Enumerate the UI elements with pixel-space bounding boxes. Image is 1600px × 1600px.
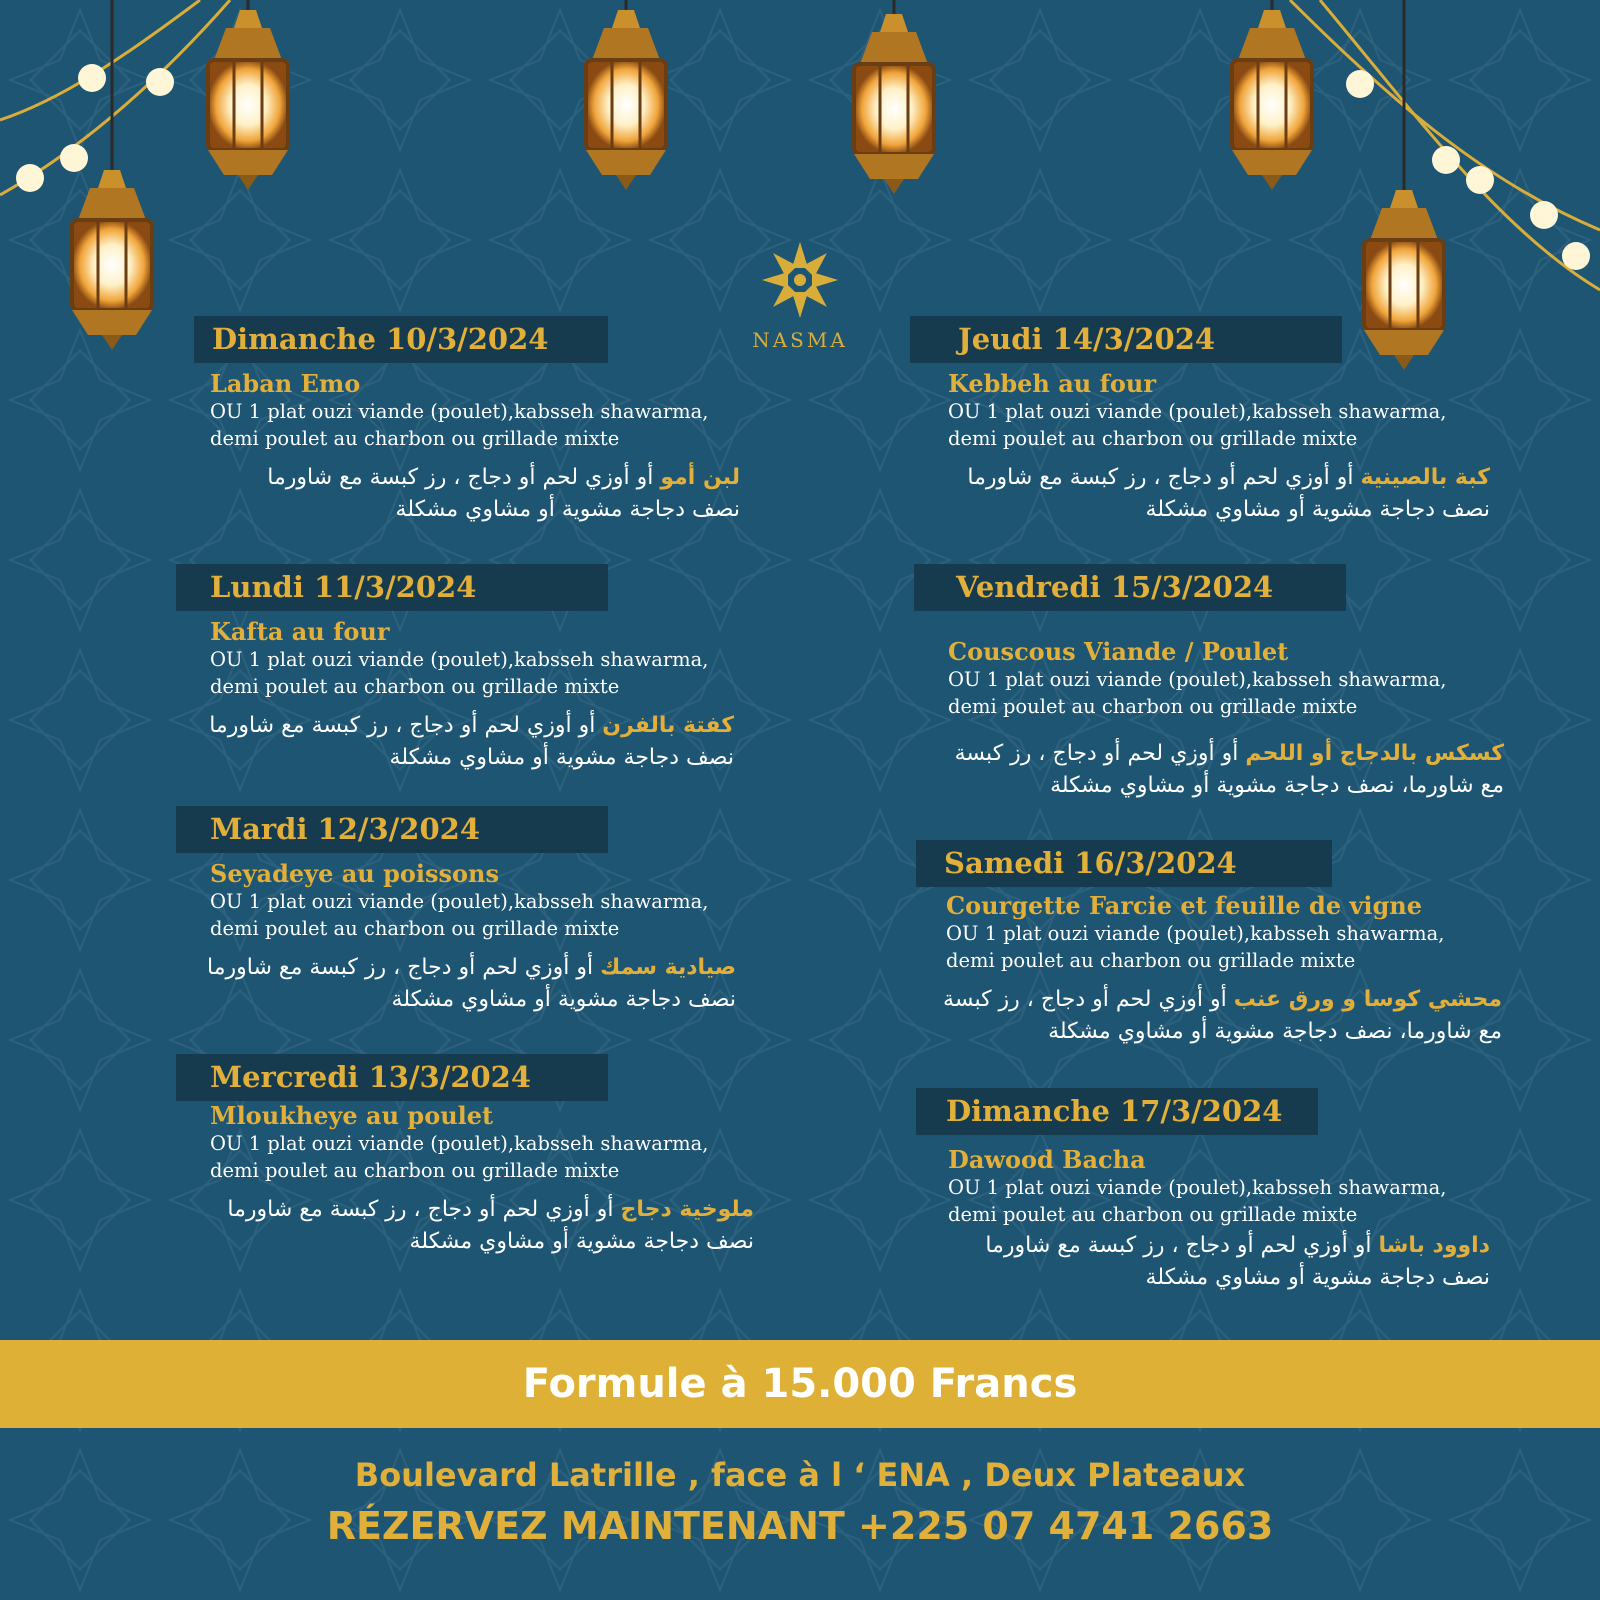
- arabic-line: [210, 710, 734, 742]
- day-block: [916, 840, 1516, 1048]
- price-banner: Formule à 15.000 Francs: [0, 1340, 1600, 1428]
- arabic-line: [200, 952, 736, 984]
- dish-arabic: [948, 462, 1490, 526]
- arabic-dish-name: كفتة بالفرن: [602, 713, 734, 738]
- arabic-dish-name: كسكس بالدجاج أو اللحم: [1245, 741, 1504, 766]
- dish-name-fr: Kafta au four: [210, 617, 390, 646]
- arabic-line: [210, 1194, 754, 1226]
- dish-arabic: [948, 1230, 1490, 1294]
- arabic-text: أو أوزي لحم أو دجاج ، رز كبسة مع شاورما: [209, 713, 603, 738]
- day-block: [916, 1088, 1516, 1294]
- dish-arabic: [210, 462, 740, 526]
- arabic-line: [948, 1230, 1490, 1262]
- dish-description-line: demi poulet au charbon ou grillade mixte: [210, 917, 620, 940]
- arabic-line: [210, 462, 740, 494]
- dish-description-line: OU 1 plat ouzi viande (poulet),kabsseh shawarma,: [210, 1132, 709, 1155]
- arabic-line: نصف دجاجة مشوية أو مشاوي مشكلة: [1145, 497, 1490, 522]
- dish-description-line: demi poulet au charbon ou grillade mixte: [948, 695, 1358, 718]
- arabic-text: أو أوزي لحم أو دجاج ، رز كبسة مع شاورما: [967, 465, 1361, 490]
- dish-arabic: [200, 952, 736, 1016]
- dish-description-line: OU 1 plat ouzi viande (poulet),kabsseh shawarma,: [946, 922, 1445, 945]
- arabic-line: مع شاورما، نصف دجاجة مشوية أو مشاوي مشكلة: [1048, 1019, 1502, 1044]
- arabic-line: [948, 738, 1504, 770]
- day-header: Mardi 12/3/2024: [176, 806, 608, 853]
- arabic-line: [943, 984, 1502, 1016]
- dish-description-line: demi poulet au charbon ou grillade mixte: [948, 1203, 1358, 1226]
- arabic-text: أو أوزي لحم أو دجاج ، رز كبسة مع شاورما: [207, 955, 601, 980]
- arabic-text: أو أوزي لحم أو دجاج ، رز كبسة مع شاورما: [985, 1233, 1379, 1258]
- day-header: Lundi 11/3/2024: [176, 564, 608, 611]
- dish-description-line: demi poulet au charbon ou grillade mixte: [948, 427, 1358, 450]
- dish-name-fr: Mloukheye au poulet: [210, 1101, 494, 1130]
- dish-description-line: OU 1 plat ouzi viande (poulet),kabsseh shawarma,: [948, 400, 1447, 423]
- day-block: [176, 806, 756, 1016]
- dish-name-fr: Couscous Viande / Poulet: [948, 637, 1289, 666]
- address-line: Boulevard Latrille , face à l ‘ ENA , Deux Plateaux: [354, 1456, 1246, 1494]
- arabic-line: نصف دجاجة مشوية أو مشاوي مشكلة: [409, 1229, 754, 1254]
- arabic-text: أو أوزي لحم أو دجاج ، رز كبسة مع شاورما: [267, 465, 661, 490]
- dish-name-fr: Courgette Farcie et feuille de vigne: [946, 891, 1423, 920]
- day-header: Mercredi 13/3/2024: [176, 1054, 608, 1101]
- arabic-line: مع شاورما، نصف دجاجة مشوية أو مشاوي مشكلة: [1050, 773, 1504, 798]
- dish-name-fr: Kebbeh au four: [948, 369, 1157, 398]
- dish-description-line: OU 1 plat ouzi viande (poulet),kabsseh shawarma,: [210, 890, 709, 913]
- dish-name-fr: Seyadeye au poissons: [210, 859, 499, 888]
- dish-description-line: demi poulet au charbon ou grillade mixte: [946, 949, 1356, 972]
- dish-description-line: OU 1 plat ouzi viande (poulet),kabsseh shawarma,: [948, 1176, 1447, 1199]
- dish-description-line: demi poulet au charbon ou grillade mixte: [210, 427, 620, 450]
- day-block: [176, 564, 756, 774]
- dish-description-line: OU 1 plat ouzi viande (poulet),kabsseh shawarma,: [210, 648, 709, 671]
- dish-arabic: [948, 738, 1504, 802]
- day-block: [914, 564, 1514, 802]
- dish-name-fr: Dawood Bacha: [948, 1145, 1146, 1174]
- day-header: Vendredi 15/3/2024: [914, 564, 1346, 611]
- arabic-dish-name: صيادية سمك: [600, 955, 736, 980]
- nasma-star-logo-icon: [760, 240, 840, 320]
- brand-name: NASMA: [752, 328, 848, 352]
- dish-name-fr: Laban Emo: [210, 369, 361, 398]
- arabic-line: [948, 462, 1490, 494]
- dish-arabic: [943, 984, 1502, 1048]
- dish-description-line: OU 1 plat ouzi viande (poulet),kabsseh shawarma,: [210, 400, 709, 423]
- day-block: [176, 1054, 756, 1258]
- dish-description-line: demi poulet au charbon ou grillade mixte: [210, 675, 620, 698]
- arabic-text: أو أوزي لحم أو دجاج ، رز كبسة مع شاورما: [227, 1197, 621, 1222]
- day-header: Jeudi 14/3/2024: [910, 316, 1342, 363]
- arabic-line: نصف دجاجة مشوية أو مشاوي مشكلة: [395, 497, 740, 522]
- arabic-line: نصف دجاجة مشوية أو مشاوي مشكلة: [1145, 1265, 1490, 1290]
- reservation-phone[interactable]: RÉZERVEZ MAINTENANT +225 07 4741 2663: [326, 1504, 1274, 1548]
- day-header: Dimanche 17/3/2024: [916, 1088, 1318, 1135]
- arabic-dish-name: ملوخية دجاج: [620, 1197, 754, 1222]
- arabic-text: أو أوزي لحم أو دجاج ، رز كبسة: [954, 741, 1246, 766]
- dish-arabic: [210, 1194, 754, 1258]
- day-header: Samedi 16/3/2024: [916, 840, 1332, 887]
- arabic-text: أو أوزي لحم أو دجاج ، رز كبسة: [943, 987, 1234, 1012]
- arabic-line: نصف دجاجة مشوية أو مشاوي مشكلة: [391, 987, 736, 1012]
- arabic-line: نصف دجاجة مشوية أو مشاوي مشكلة: [389, 745, 734, 770]
- dish-arabic: [210, 710, 734, 774]
- day-header: Dimanche 10/3/2024: [194, 316, 608, 363]
- arabic-dish-name: محشي كوسا و ورق عنب: [1233, 987, 1502, 1012]
- arabic-dish-name: لبن أمو: [660, 465, 740, 490]
- day-block: [910, 316, 1510, 526]
- arabic-dish-name: كبة بالصينية: [1360, 465, 1490, 490]
- day-block: [194, 316, 754, 526]
- dish-description-line: demi poulet au charbon ou grillade mixte: [210, 1159, 620, 1182]
- dish-description-line: OU 1 plat ouzi viande (poulet),kabsseh shawarma,: [948, 668, 1447, 691]
- arabic-dish-name: داوود باشا: [1378, 1233, 1490, 1258]
